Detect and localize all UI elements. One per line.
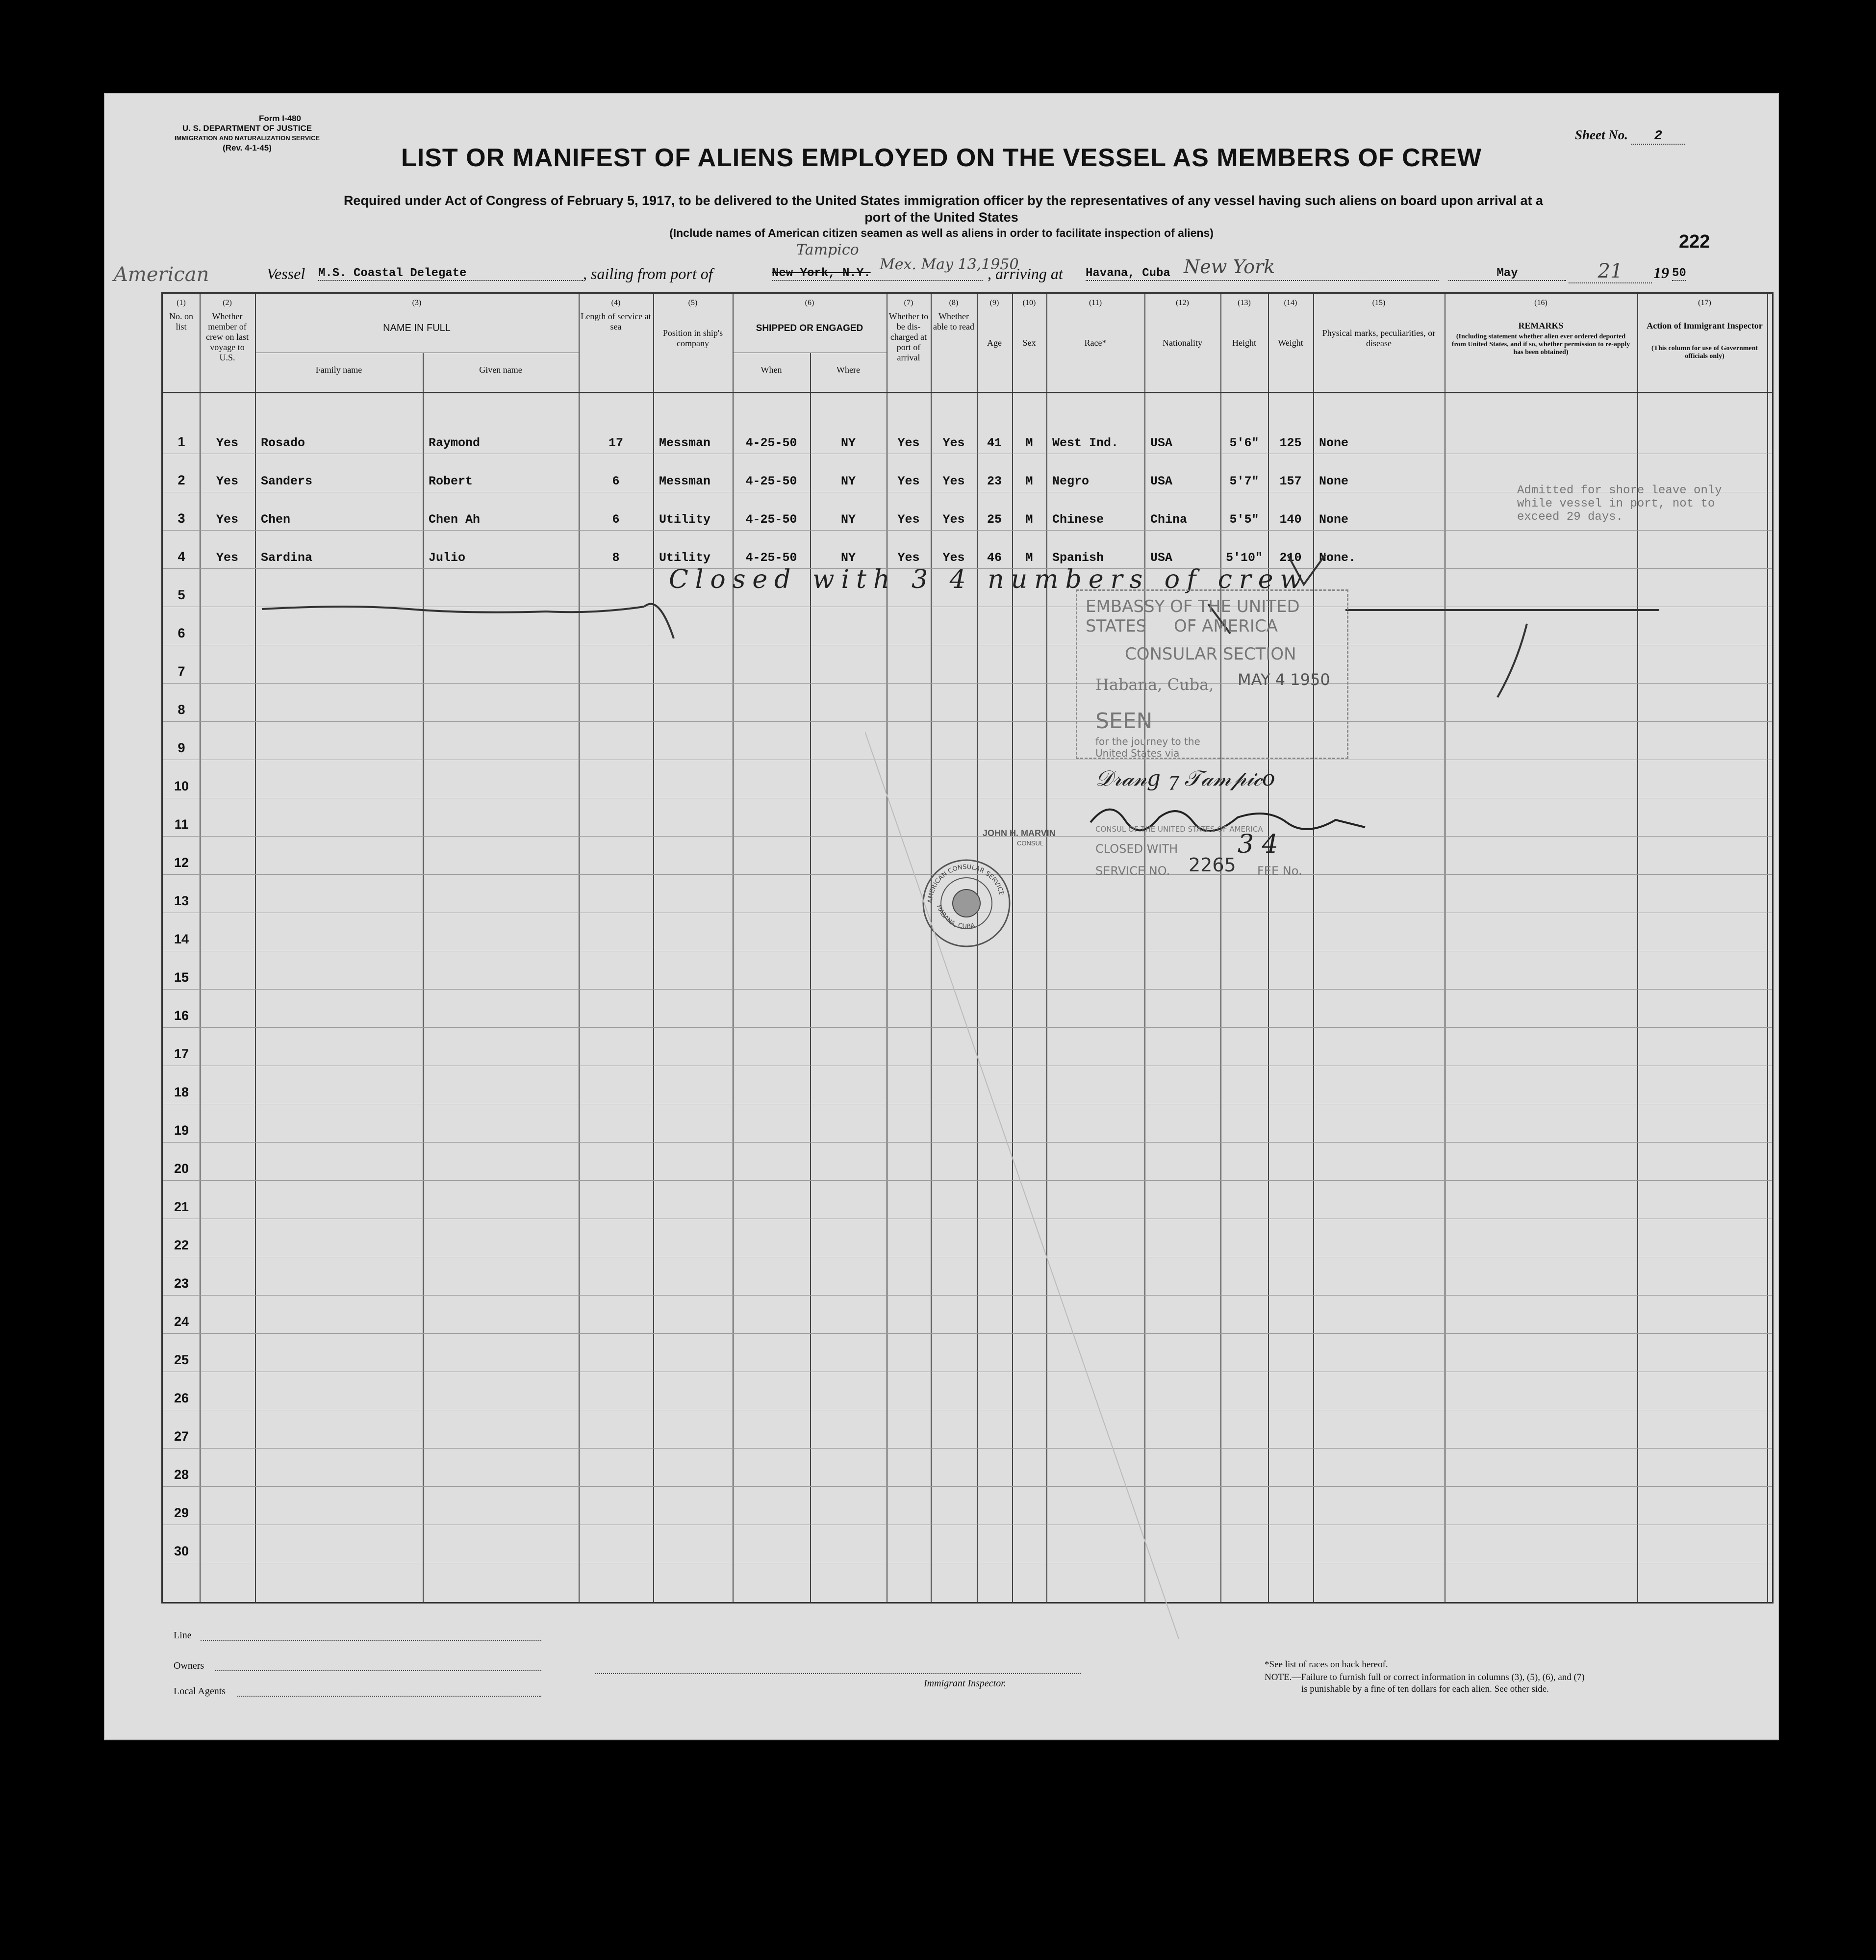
row-number: 11 [174, 817, 189, 832]
races-note: *See list of races on back hereof. [1265, 1659, 1388, 1670]
seal-text-bottom: HABANA, CUBA [935, 904, 976, 931]
cell-discharge: Yes [897, 551, 920, 565]
cell-crew: Yes [216, 512, 238, 527]
column-divider [579, 294, 580, 1602]
cell-given: Raymond [429, 436, 481, 450]
column-number: (15) [1372, 299, 1386, 307]
stamp-signature: 𝒟𝓇𝒶𝓃𝑔 ⁊ 𝒯𝒶𝓂𝓅𝒾𝒸𝑜 [1095, 766, 1275, 791]
row-number: 18 [174, 1085, 189, 1099]
column-number: (10) [1022, 299, 1036, 307]
column-note: (Including statement whether alien ever ordered deported from United States, and if so, whether permission to re-apply has been obtained) [1451, 333, 1630, 356]
arrival-year: 50 [1672, 267, 1686, 280]
row-number: 16 [174, 1008, 189, 1023]
row-number: 8 [177, 702, 185, 717]
sheet-label: Sheet No. [1575, 127, 1628, 142]
punch-hole [36, 567, 65, 596]
row-number: 22 [174, 1238, 189, 1252]
year-prefix: 19 [1653, 264, 1669, 281]
column-header: Weight [1278, 338, 1303, 348]
cell-crew: Yes [216, 474, 238, 488]
column-header: No. on list [169, 311, 193, 331]
row-number: 5 [177, 587, 185, 602]
cell-family: Sardina [261, 551, 313, 565]
column-divider [653, 294, 654, 1602]
column-header: Whether to be dis-charged at port of arrival [888, 311, 929, 362]
cell-height: 5'6" [1229, 436, 1259, 450]
footer-owners-label: Owners [174, 1660, 204, 1671]
cell-marks: None [1319, 512, 1349, 527]
column-subheader: When [761, 365, 782, 375]
stamp-consular: CONSULAR SECTION [1125, 644, 1296, 664]
row-number: 6 [177, 626, 185, 640]
row-number: 27 [174, 1429, 189, 1444]
port-correction-top: Tampico [796, 241, 859, 258]
cell-when: 4-25-50 [745, 551, 797, 565]
consul-label: CONSUL [1017, 840, 1044, 847]
column-number: (5) [688, 299, 698, 307]
cell-nationality: USA [1150, 436, 1173, 450]
cell-sex: M [1025, 474, 1033, 488]
column-header: SHIPPED OR ENGAGED [756, 323, 863, 333]
vessel-label: Vessel [267, 265, 305, 282]
cell-age: 46 [987, 551, 1002, 565]
row-number: 20 [174, 1161, 189, 1176]
port-correction-date: Mex. May 13,1950 [880, 256, 1019, 273]
fine-note-1: NOTE.—Failure to furnish full or correct information in columns (3), (5), (6), and (7) [1265, 1672, 1585, 1682]
stamp-via: United States via [1095, 747, 1180, 759]
cell-when: 4-25-50 [745, 512, 797, 527]
stamp-seen: SEEN [1095, 709, 1153, 734]
row-number: 17 [174, 1046, 189, 1061]
column-note: (This column for use of Government officials only) [1651, 345, 1758, 360]
row-number: 15 [174, 970, 189, 985]
column-header: REMARKS [1518, 321, 1564, 331]
margin-note-american: American [114, 263, 209, 286]
footer-line-label: Line [174, 1630, 192, 1641]
cell-where: NY [840, 436, 856, 450]
column-divider [733, 294, 734, 1602]
cell-race: Negro [1052, 474, 1090, 488]
footer-agents-field [237, 1696, 541, 1697]
remarks-line: exceed 29 days. [1517, 510, 1623, 524]
column-header: Whether able to read [933, 311, 974, 331]
cell-family: Sanders [261, 474, 313, 488]
column-header: Age [987, 338, 1002, 348]
fine-note-2: is punishable by a fine of ten dollars for each alien. See other side. [1301, 1684, 1549, 1694]
column-header: Length of service at sea [581, 311, 651, 331]
subtitle-required: Required under Act of Congress of February 5, 1917, to be delivered to the United States immigration officer by the representatives of any vessel having such aliens on board upon arrival at a [343, 193, 1544, 208]
stamp-city: Habana, Cuba, [1095, 675, 1214, 694]
column-number: (2) [223, 299, 232, 307]
cell-weight: 140 [1279, 512, 1302, 527]
cell-when: 4-25-50 [745, 474, 797, 488]
cell-age: 25 [987, 512, 1002, 527]
row-number: 10 [174, 779, 189, 793]
stamp-embassy: EMBASSY OF THE UNITED STATES [1086, 597, 1300, 636]
column-subheader: Where [837, 365, 860, 375]
column-number: (6) [805, 299, 814, 307]
cell-service: 8 [612, 551, 620, 565]
column-divider [255, 294, 256, 1602]
cell-position: Messman [659, 436, 711, 450]
manifest-sheet [104, 93, 1779, 1740]
cell-race: Chinese [1052, 512, 1104, 527]
column-number: (8) [949, 299, 959, 307]
cell-height: 5'7" [1229, 474, 1259, 488]
cell-read: Yes [942, 436, 965, 450]
remarks-typed [1517, 484, 1722, 524]
subcolumn-divider [423, 353, 424, 1602]
cell-given: Robert [429, 474, 473, 488]
column-subheader: Given name [479, 365, 522, 375]
service-name: IMMIGRATION AND NATURALIZATION SERVICE [174, 134, 320, 142]
stamp-service-no-label: SERVICE NO. [1095, 864, 1170, 878]
ruling-line [163, 530, 1772, 531]
punch-hole [36, 654, 65, 683]
row-number: 23 [174, 1276, 189, 1291]
cell-race: West Ind. [1052, 436, 1119, 450]
punch-hole [36, 1522, 65, 1551]
row-number: 28 [174, 1467, 189, 1482]
column-number: (7) [904, 299, 913, 307]
arriving-label: , arriving at [988, 265, 1063, 282]
sailing-label: , sailing from port of [583, 265, 713, 282]
arrival-month: May [1448, 267, 1566, 281]
column-number: (12) [1176, 299, 1189, 307]
cell-marks: None [1319, 436, 1349, 450]
cell-position: Messman [659, 474, 711, 488]
consul-name: JOHN H. MARVIN [983, 828, 1056, 838]
column-header: Nationality [1163, 338, 1202, 348]
cell-marks: None. [1319, 551, 1356, 565]
column-number: (17) [1698, 299, 1711, 307]
cell-where: NY [840, 512, 856, 527]
row-number: 19 [174, 1123, 189, 1138]
cell-read: Yes [942, 474, 965, 488]
form-revision: (Rev. 4-1-45) [223, 143, 272, 153]
column-header: Height [1232, 338, 1256, 348]
cell-height: 5'10" [1225, 551, 1263, 565]
cell-service: 6 [612, 474, 620, 488]
row-number: 9 [177, 740, 185, 755]
row-number: 29 [174, 1505, 189, 1520]
column-subheader: Family name [315, 365, 362, 375]
footer-agents-label: Local Agents [174, 1686, 226, 1697]
row-number: 12 [174, 855, 189, 870]
column-header: Action of Immigrant Inspector [1647, 321, 1763, 331]
column-header: Physical marks, peculiarities, or disease [1322, 328, 1436, 348]
subcolumn-divider [810, 353, 811, 1602]
stamp-consul-title: CONSUL OF THE UNITED STATES OF AMERICA [1095, 825, 1263, 834]
column-header: Sex [1022, 338, 1036, 348]
punch-hole [36, 1437, 65, 1466]
column-divider [200, 294, 201, 1602]
cell-service: 6 [612, 512, 620, 527]
row-number: 24 [174, 1314, 189, 1329]
closing-note: Closed with 3 4 numbers of crew [669, 565, 1309, 594]
cell-given: Julio [429, 551, 466, 565]
sheet-number-block [1575, 127, 1685, 145]
column-number: (16) [1534, 299, 1547, 307]
cell-read: Yes [942, 551, 965, 565]
row-number: 1 [177, 434, 185, 449]
cell-race: Spanish [1052, 551, 1104, 565]
arriving-port: Havana, Cuba [1086, 267, 1439, 281]
page-number: 222 [1679, 231, 1710, 252]
cell-sex: M [1025, 436, 1033, 450]
seal-text-top: AMERICAN CONSULAR SERVICE [926, 863, 1006, 904]
stamp-date: MAY 4 1950 [1238, 670, 1330, 689]
stamp-america: OF AMERICA [1174, 616, 1278, 636]
cell-where: NY [840, 551, 856, 565]
column-divider [1767, 294, 1768, 1602]
stamp-service-no: 2265 [1189, 854, 1236, 876]
arriving-correction: New York [1184, 256, 1275, 278]
cell-family: Rosado [261, 436, 305, 450]
arrival-day: 21 [1569, 260, 1652, 283]
punch-hole [36, 1197, 65, 1225]
sheet-number: 2 [1631, 129, 1685, 145]
cell-nationality: China [1150, 512, 1188, 527]
cell-discharge: Yes [897, 474, 920, 488]
row-number: 7 [177, 664, 185, 679]
cell-height: 5'5" [1229, 512, 1259, 527]
row-number: 14 [174, 932, 189, 946]
vessel-name: M.S. Coastal Delegate [318, 267, 583, 281]
remarks-line: while vessel in port, not to [1517, 497, 1715, 510]
cell-sex: M [1025, 551, 1033, 565]
column-number: (3) [412, 299, 422, 307]
subtitle-include: (Include names of American citizen seamen as well as aliens in order to facilitate inspection of aliens) [669, 227, 1214, 239]
inspector-label: Immigrant Inspector. [924, 1678, 1006, 1689]
column-header: Whether member of crew on last voyage to U.S. [206, 311, 249, 362]
stamp-journey: for the journey to the [1095, 736, 1200, 747]
row-number: 13 [174, 893, 189, 908]
cell-when: 4-25-50 [745, 436, 797, 450]
stamp-closed-with: CLOSED WITH [1095, 842, 1178, 856]
cell-weight: 157 [1279, 474, 1302, 488]
subtitle-port: port of the United States [864, 210, 1018, 225]
cell-sex: M [1025, 512, 1033, 527]
cell-age: 23 [987, 474, 1002, 488]
form-number: Form I-480 [259, 114, 301, 123]
cell-age: 41 [987, 436, 1002, 450]
faint-diagonal [865, 732, 1355, 1663]
department: U. S. DEPARTMENT OF JUSTICE [182, 124, 312, 133]
row-number: 26 [174, 1391, 189, 1405]
column-header: Position in ship's company [662, 328, 723, 348]
column-number: (13) [1238, 299, 1251, 307]
cell-service: 17 [608, 436, 623, 450]
row-number: 4 [177, 549, 185, 564]
header-divider [163, 392, 1772, 393]
remarks-line: Admitted for shore leave only [1517, 484, 1722, 497]
stamp-closed-count: 3 4 [1238, 830, 1278, 859]
row-number: 3 [177, 511, 185, 526]
cell-marks: None [1319, 474, 1349, 488]
footer-owners-field [215, 1670, 541, 1671]
column-number: (9) [989, 299, 999, 307]
cell-discharge: Yes [897, 436, 920, 450]
cell-position: Utility [659, 512, 711, 527]
punch-hole [36, 1112, 65, 1140]
inspector-sign-line [595, 1673, 1081, 1674]
column-number: (1) [177, 299, 186, 307]
cell-nationality: USA [1150, 551, 1173, 565]
cell-given: Chen Ah [429, 512, 481, 527]
column-number: (11) [1089, 299, 1102, 307]
row-number: 30 [174, 1544, 189, 1558]
cell-crew: Yes [216, 436, 238, 450]
column-number: (4) [611, 299, 621, 307]
column-number: (14) [1284, 299, 1297, 307]
column-header: Race* [1084, 338, 1107, 348]
row-number: 25 [174, 1352, 189, 1367]
footer-line-field [201, 1640, 541, 1641]
stamp-fee-label: FEE No. [1257, 864, 1302, 878]
cell-weight: 210 [1279, 551, 1302, 565]
sailing-port: New York, N.Y. [772, 267, 983, 281]
row-number: 2 [177, 473, 185, 487]
cell-weight: 125 [1279, 436, 1302, 450]
punch-hole [36, 237, 65, 265]
page-title: LIST OR MANIFEST OF ALIENS EMPLOYED ON THE VESSEL AS MEMBERS OF CREW [401, 144, 1482, 172]
cell-family: Chen [261, 512, 291, 527]
cell-crew: Yes [216, 551, 238, 565]
cell-discharge: Yes [897, 512, 920, 527]
row-number: 21 [174, 1199, 189, 1214]
cell-nationality: USA [1150, 474, 1173, 488]
cell-read: Yes [942, 512, 965, 527]
cell-position: Utility [659, 551, 711, 565]
column-header: NAME IN FULL [383, 323, 451, 333]
cell-where: NY [840, 474, 856, 488]
